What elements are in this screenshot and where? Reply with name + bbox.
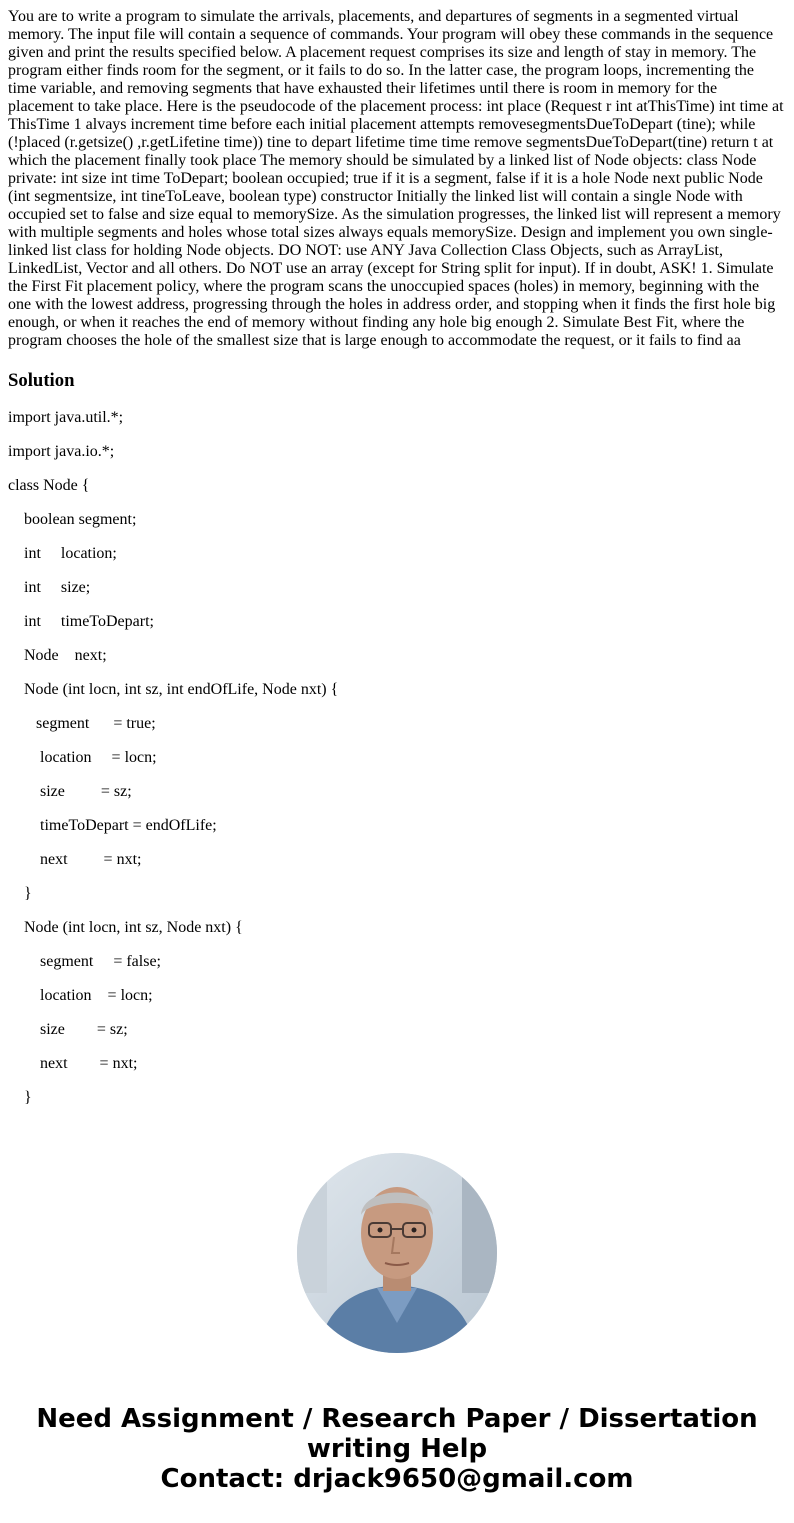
code-line: int timeToDepart; bbox=[8, 613, 154, 630]
code-line: next = nxt; bbox=[8, 851, 142, 868]
code-line: timeToDepart = endOfLife; bbox=[8, 817, 217, 834]
code-line: int location; bbox=[8, 545, 117, 562]
code-line: import java.io.*; bbox=[8, 443, 115, 460]
solution-heading: Solution bbox=[8, 370, 75, 391]
solution-code bbox=[8, 409, 786, 1123]
question-text: You are to write a program to simulate the arrivals, placements, and departures of segments in a segmented virtual memory. The input file will contain a sequence of commands. Your program will obey these commands in the sequence given and print the results specified below. A placement request comprises its size and length of stay in memory. The program either finds room for the segment, or it fails to do so. In the latter case, the program loops, incrementing the time variable, and removing segments that have exhausted their lifetimes until there is room in memory for the placement to take place. Here is the pseudocode of the placement process: int place (Request r int atThisTime) int time at ThisTime 1 alvays increment time before each initial placement attempts removesegmentsDueToDepart (tine); while (!placed (r.getsize() ,r.getLifetine time)) tine to depart lifetime time time remove segmentsDueToDepart(tine) return t at which the placement finally took place The memory should be simulated by a linked list of Node objects: class Node private: int size int time ToDepart; boolean occupied; true if it is a segment, false if it is a hole Node next public Node (int segmentsize, int tineToLeave, boolean type) constructor Initially the linked list will contain a single Node with occupied set to false and size equal to memorySize. As the simulation progresses, the linked list will represent a memory with multiple segments and holes whose total sizes always equals memorySize. Design and implement you own single-linked list class for holding Node objects. DO NOT: use ANY Java Collection Class Objects, such as ArrayList, LinkedList, Vector and all others. Do NOT use an array (except for String split for input). If in doubt, ASK! 1. Simulate the First Fit placement policy, where the program scans the unoccupied spaces (holes) in memory, beginning with the one with the lowest address, progressing through the holes in address order, and stopping when it finds the first hole big enough, or when it reaches the end of memory without finding any hole big enough 2. Simulate Best Fit, where the program chooses the hole of the smallest size that is large enough to accommodate the request, or it fails to find aa bbox=[8, 8, 784, 349]
code-line: } bbox=[8, 1089, 32, 1106]
promo-line: Need Assignment / Research Paper / Dissertation bbox=[36, 1404, 758, 1434]
code-line: size = sz; bbox=[8, 1021, 128, 1038]
code-line: Node next; bbox=[8, 647, 107, 664]
code-line: Node (int locn, int sz, Node nxt) { bbox=[8, 919, 243, 936]
code-line: segment = false; bbox=[8, 953, 161, 970]
promo-banner bbox=[0, 1404, 794, 1494]
code-line: location = locn; bbox=[8, 987, 153, 1004]
code-line: Node (int locn, int sz, int endOfLife, Node nxt) { bbox=[8, 681, 339, 698]
promo-contact: Contact: drjack9650@gmail.com bbox=[160, 1464, 634, 1494]
document-content bbox=[8, 8, 786, 1106]
code-line: } bbox=[8, 885, 32, 902]
code-line: next = nxt; bbox=[8, 1055, 138, 1072]
code-line: int size; bbox=[8, 579, 91, 596]
code-line: boolean segment; bbox=[8, 511, 137, 528]
person-portrait-icon bbox=[297, 1153, 497, 1353]
code-line: import java.util.*; bbox=[8, 409, 124, 426]
code-line: class Node { bbox=[8, 477, 90, 494]
code-line: location = locn; bbox=[8, 749, 157, 766]
code-line: size = sz; bbox=[8, 783, 132, 800]
promo-line: writing Help bbox=[306, 1434, 488, 1464]
code-line: segment = true; bbox=[8, 715, 156, 732]
